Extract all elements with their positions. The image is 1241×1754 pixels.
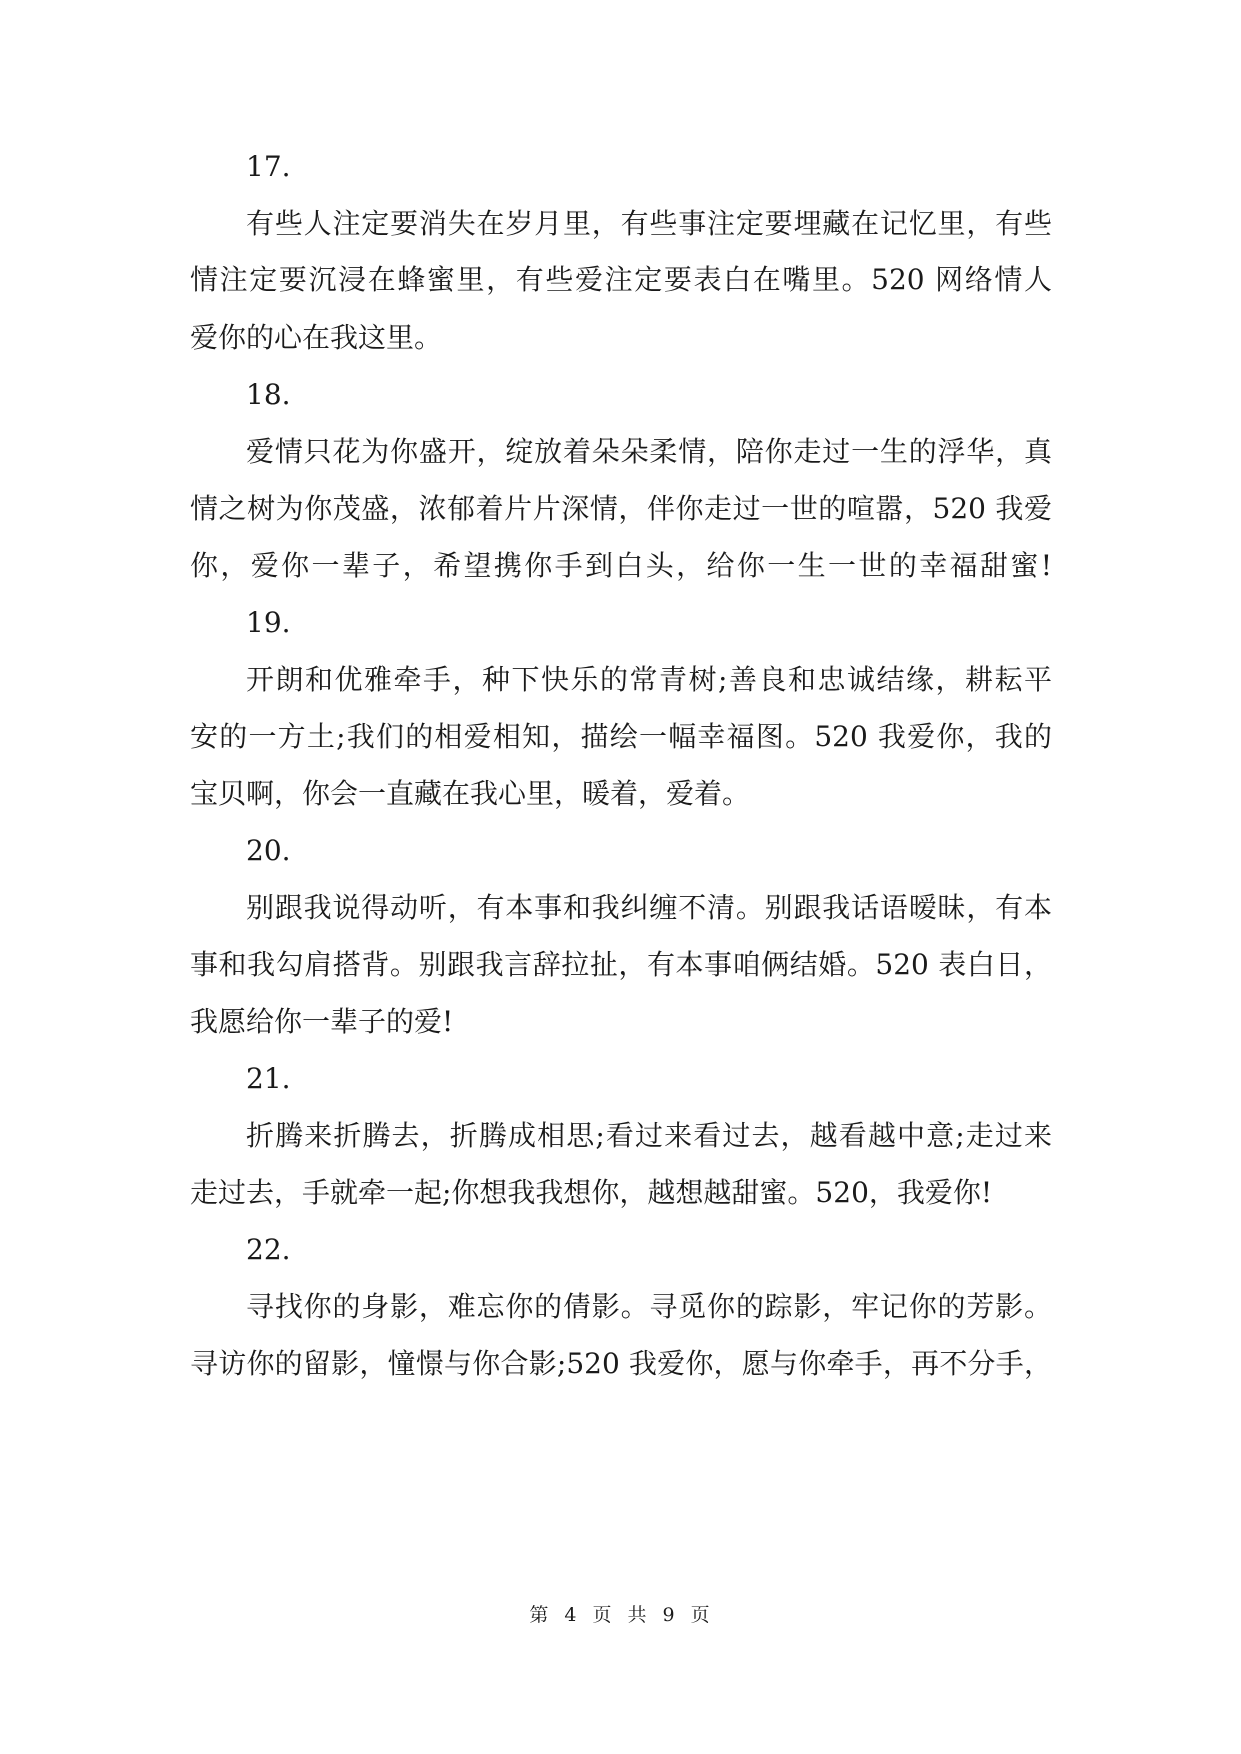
item-number: 20.	[246, 834, 291, 867]
paragraph-line: 寻访你的留影，憧憬与你合影;520 我爱你，愿与你牵手，再不分手，	[190, 1347, 1052, 1380]
item-number: 22.	[246, 1233, 291, 1266]
page-footer: 第 4 页 共 9 页	[529, 1604, 712, 1626]
paragraph-line: 有些人注定要消失在岁月里，有些事注定要埋藏在记忆里，有些	[246, 207, 1052, 240]
paragraph-line: 你，爱你一辈子，希望携你手到白头，给你一生一世的幸福甜蜜!	[190, 549, 1052, 582]
paragraph-line: 开朗和优雅牵手，种下快乐的常青树;善良和忠诚结缘，耕耘平	[246, 663, 1052, 696]
paragraph-line: 情注定要沉浸在蜂蜜里，有些爱注定要表白在嘴里。520 网络情人	[190, 263, 1052, 296]
item-number: 18.	[246, 378, 291, 411]
item-number: 21.	[246, 1062, 291, 1095]
paragraph-line: 事和我勾肩搭背。别跟我言辞拉扯，有本事咱俩结婚。520 表白日，	[190, 948, 1052, 981]
paragraph-line: 爱情只花为你盛开，绽放着朵朵柔情，陪你走过一生的浮华，真	[246, 435, 1052, 468]
item-number: 19.	[246, 606, 291, 639]
item-number: 17.	[246, 150, 291, 183]
paragraph-line: 走过去，手就牵一起;你想我我想你，越想越甜蜜。520，我爱你!	[190, 1176, 993, 1209]
paragraph-line: 情之树为你茂盛，浓郁着片片深情，伴你走过一世的喧嚣，520 我爱	[190, 492, 1052, 525]
paragraph-line: 宝贝啊，你会一直藏在我心里，暖着，爱着。	[190, 777, 751, 810]
paragraph-line: 我愿给你一辈子的爱!	[190, 1005, 454, 1038]
paragraph-line: 别跟我说得动听，有本事和我纠缠不清。别跟我话语暧昧，有本	[246, 891, 1052, 924]
paragraph-line: 安的一方土;我们的相爱相知，描绘一幅幸福图。520 我爱你，我的	[190, 720, 1052, 753]
paragraph-line: 寻找你的身影，难忘你的倩影。寻觅你的踪影，牢记你的芳影。	[246, 1290, 1052, 1323]
paragraph-line: 折腾来折腾去，折腾成相思;看过来看过去，越看越中意;走过来	[246, 1119, 1052, 1152]
paragraph-line: 爱你的心在我这里。	[190, 321, 443, 354]
